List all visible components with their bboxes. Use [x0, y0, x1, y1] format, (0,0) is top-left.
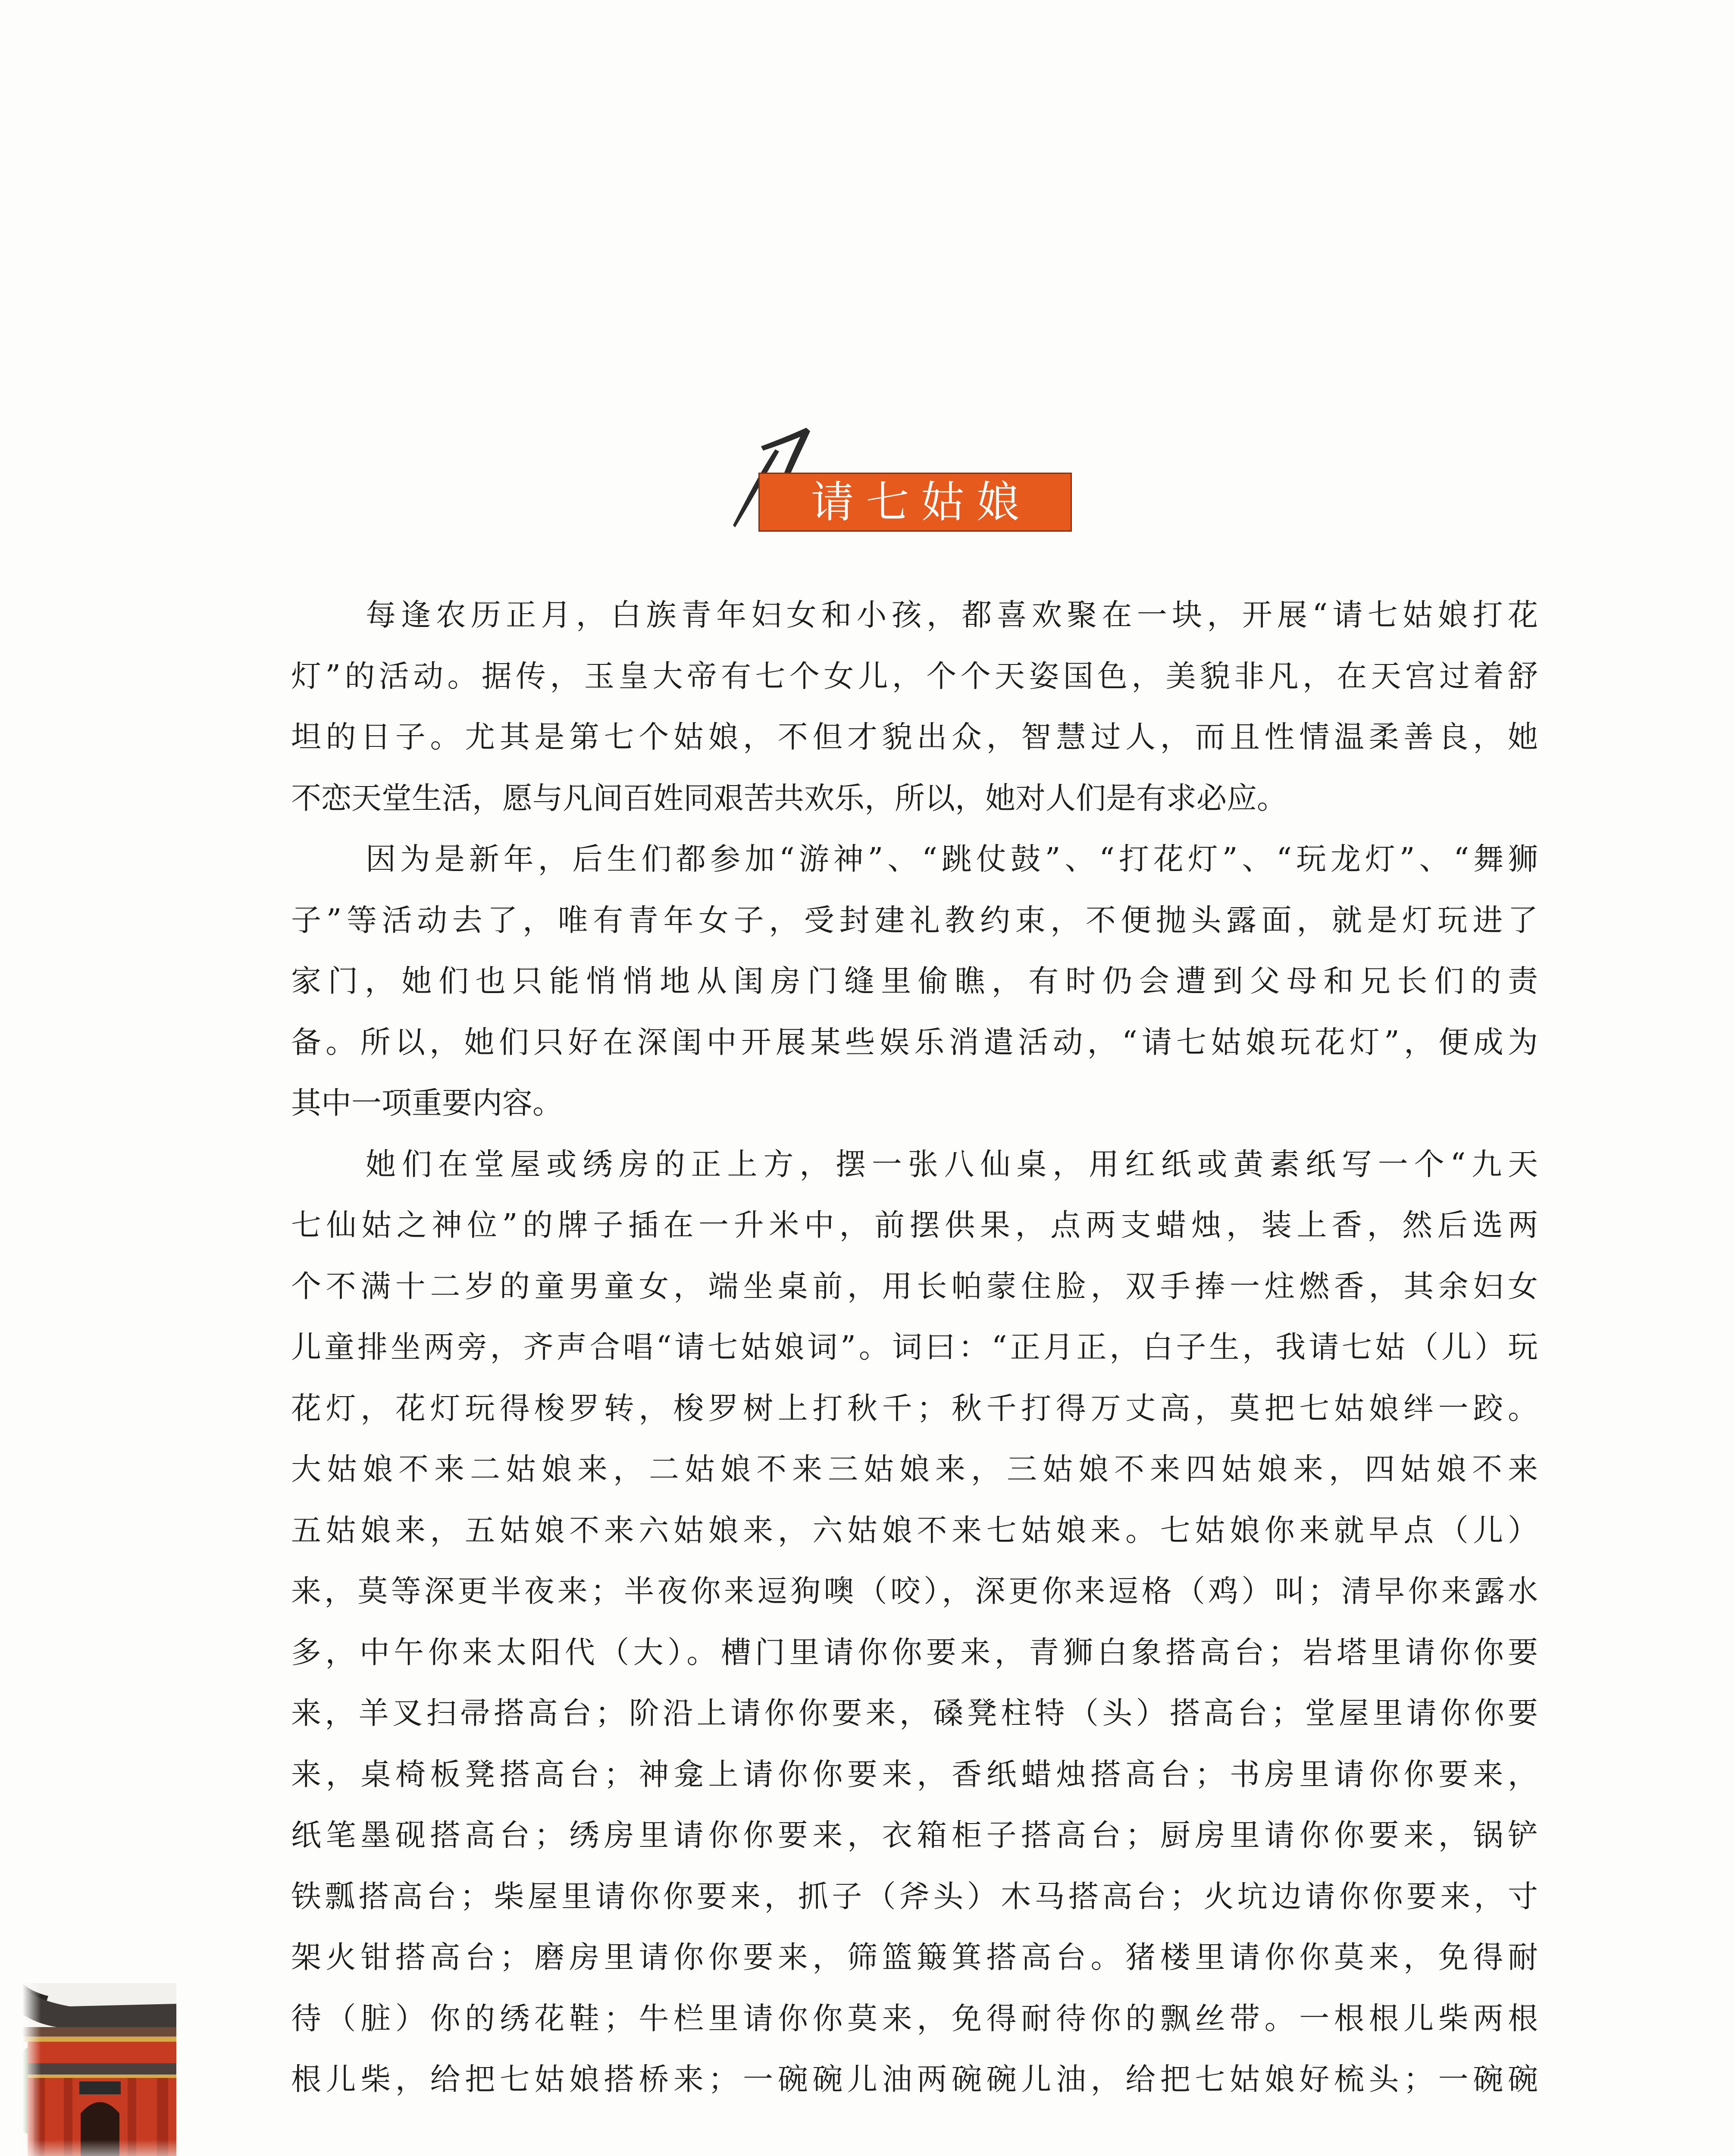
text-line: 坦的日子。尤其是第七个姑娘，不但才貌出众，智慧过人，而且性情温柔善良，她 [291, 719, 1538, 755]
text-line: 个不满十二岁的童男童女，端坐桌前，用长帕蒙住脸，双手捧一炷燃香，其余妇女 [291, 1268, 1538, 1304]
text-line: 纸笔墨砚搭高台；绣房里请你你要来，衣箱柜子搭高台；厨房里请你你要来，锅铲 [291, 1818, 1538, 1853]
text-line: 备。所以，她们只好在深闺中开展某些娱乐消遣活动，“请七姑娘玩花灯”，便成为 [291, 1024, 1538, 1060]
text-line: 每逢农历正月，白族青年妇女和小孩，都喜欢聚在一块，开展“请七姑娘打花 [366, 597, 1538, 633]
text-line: 多，中午你来太阳代（大）。槽门里请你你要来，青狮白象搭高台；岩塔里请你你要 [291, 1634, 1538, 1670]
paragraph-3 [291, 1134, 1538, 2110]
text-line: 花灯，花灯玩得梭罗转，梭罗树上打秋千；秋千打得万丈高，莫把七姑娘绊一跤。 [291, 1390, 1538, 1426]
text-line: 儿童排坐两旁，齐声合唱“请七姑娘词”。词曰：“正月正，白子生，我请七姑（儿）玩 [291, 1329, 1538, 1365]
text-line: 来，莫等深更半夜来；半夜你来逗狗噢（咬），深更你来逗格（鸡）叫；清早你来露水 [291, 1573, 1538, 1609]
text-line: 铁瓢搭高台；柴屋里请你你要来，抓子（斧头）木马搭高台；火坑边请你你要来，寸 [291, 1878, 1538, 1914]
text-line: 灯”的活动。据传，玉皇大帝有七个女儿，个个天姿国色，美貌非凡，在天宫过着舒 [291, 658, 1538, 694]
text-line: 五姑娘来，五姑娘不来六姑娘来，六姑娘不来七姑娘来。七姑娘你来就早点（儿） [291, 1512, 1538, 1548]
text-line: 架火钳搭高台；磨房里请你你要来，筛篮簸箕搭高台。猪楼里请你你莫来，免得耐 [291, 1940, 1538, 1975]
fade-bottom [22, 1983, 176, 2156]
text-line: 来，桌椅板凳搭高台；神龛上请你你要来，香纸蜡烛搭高台；书房里请你你要来， [291, 1756, 1538, 1792]
body-text [291, 585, 1538, 2110]
text-line: 家门，她们也只能悄悄地从闺房门缝里偷瞧，有时仍会遭到父母和兄长们的责 [291, 963, 1538, 999]
text-line: 不恋天堂生活，愿与凡间百姓同艰苦共欢乐，所以，她对人们是有求必应。 [291, 780, 1287, 816]
text-line: 七仙姑之神位”的牌子插在一升米中，前摆供果，点两支蜡烛，装上香，然后选两 [291, 1207, 1538, 1243]
text-line: 大姑娘不来二姑娘来，二姑娘不来三姑娘来，三姑娘不来四姑娘来，四姑娘不来 [291, 1451, 1538, 1487]
chapter-title: 请七姑娘 [811, 476, 1032, 527]
temple-photo [22, 1983, 176, 2156]
paragraph-2 [291, 829, 1538, 1134]
text-line: 她们在堂屋或绣房的正上方，摆一张八仙桌，用红纸或黄素纸写一个“九天 [366, 1146, 1538, 1182]
text-line: 待（脏）你的绣花鞋；牛栏里请你你莫来，免得耐待你的飘丝带。一根根儿柴两根 [291, 2000, 1538, 2036]
text-line: 来，羊叉扫帚搭高台；阶沿上请你你要来，磉凳柱特（头）搭高台；堂屋里请你你要 [291, 1695, 1538, 1731]
text-line: 子”等活动去了，唯有青年女子，受封建礼教约束，不便抛头露面，就是灯玩进了 [291, 902, 1538, 938]
text-line: 因为是新年，后生们都参加“游神”、“跳仗鼓”、“打花灯”、“玩龙灯”、“舞狮 [366, 841, 1538, 877]
chapter-title-banner [758, 473, 1072, 532]
text-line: 其中一项重要内容。 [291, 1085, 563, 1121]
paragraph-1 [291, 585, 1538, 829]
text-line: 根儿柴，给把七姑娘搭桥来；一碗碗儿油两碗碗儿油，给把七姑娘好梳头；一碗碗 [291, 2062, 1538, 2097]
